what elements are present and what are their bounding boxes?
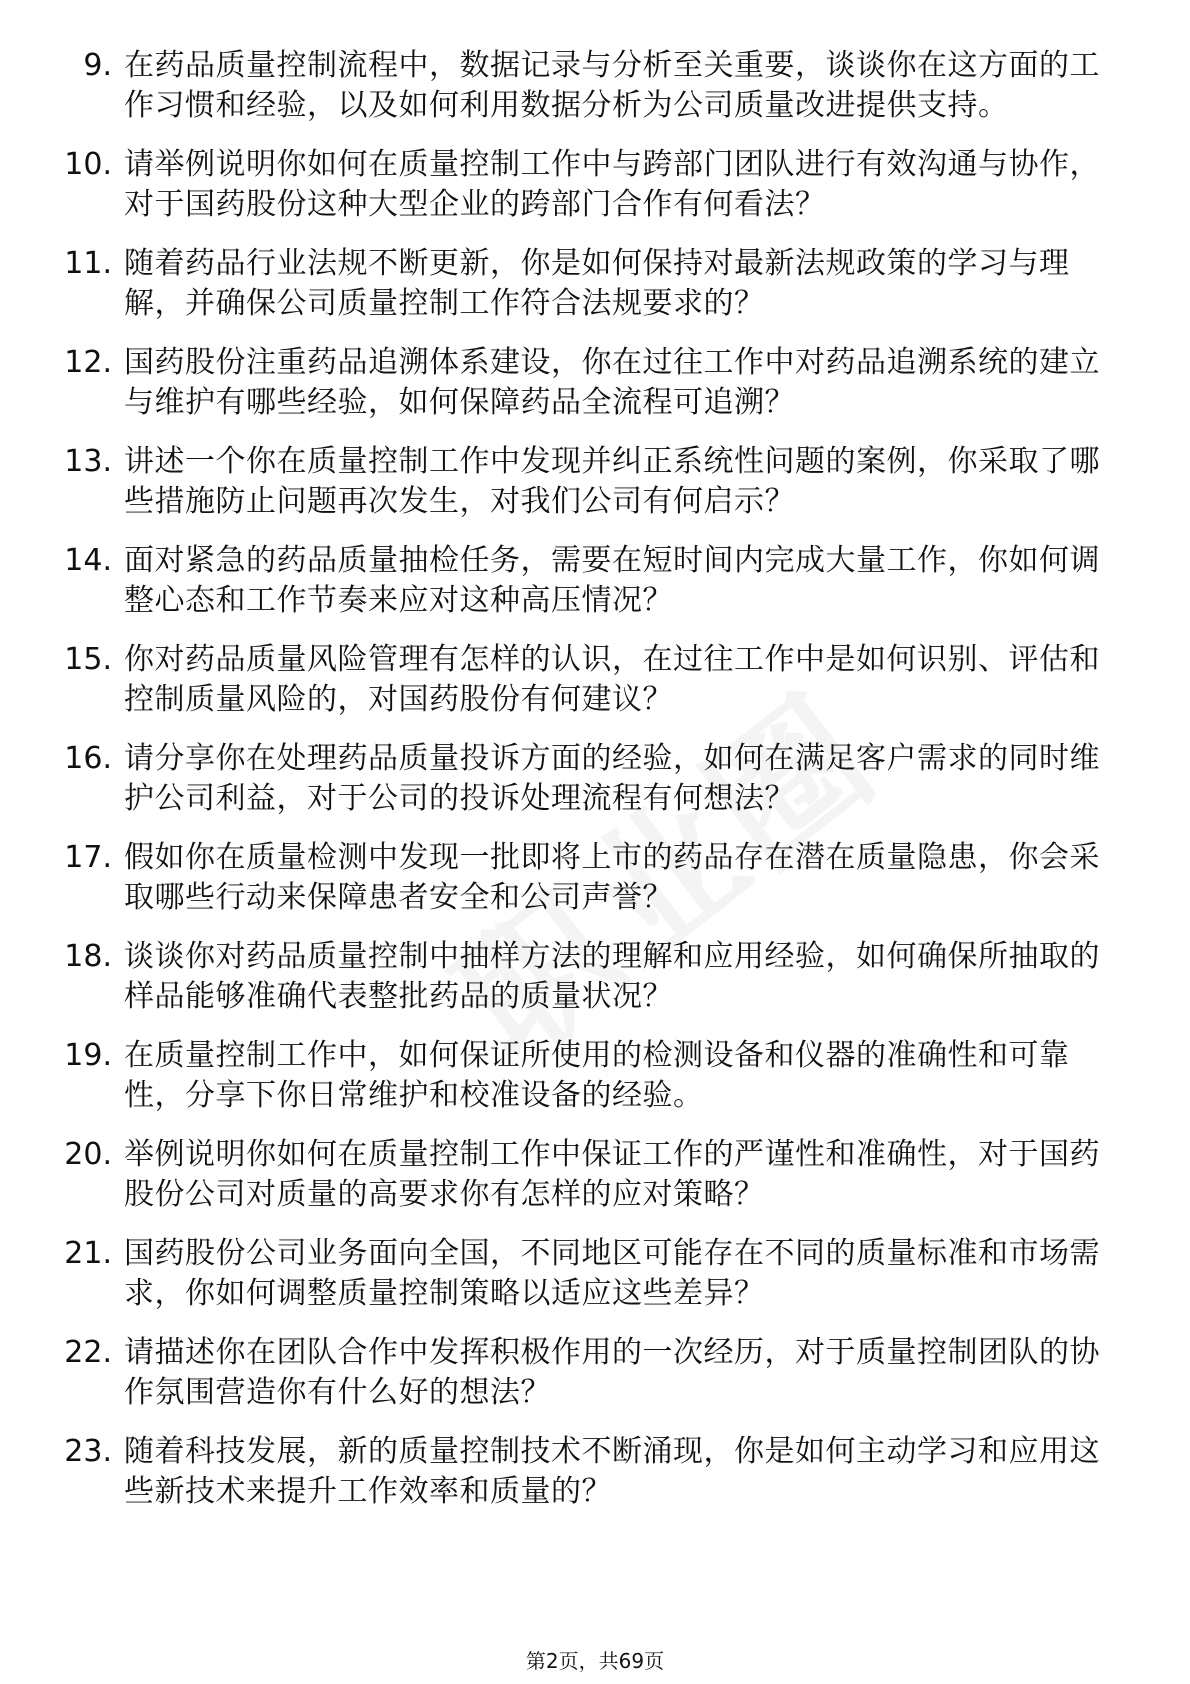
question-number: 13. bbox=[64, 444, 112, 479]
question-text: 举例说明你如何在质量控制工作中保证工作的严谨性和准确性，对于国药股份公司对质量的高要求你有怎样的应对策略？ bbox=[124, 1137, 1100, 1212]
question-number: 19. bbox=[64, 1038, 112, 1073]
question-text: 假如你在质量检测中发现一批即将上市的药品存在潜在质量隐患，你会采取哪些行动来保障患者安全和公司声誉？ bbox=[124, 840, 1100, 915]
question-list bbox=[62, 46, 1117, 1531]
question-text: 讲述一个你在质量控制工作中发现并纠正系统性问题的案例，你采取了哪些措施防止问题再次发生，对我们公司有何启示？ bbox=[124, 444, 1100, 519]
question-number: 20. bbox=[64, 1137, 112, 1172]
question-text: 随着科技发展，新的质量控制技术不断涌现，你是如何主动学习和应用这些新技术来提升工作效率和质量的？ bbox=[124, 1434, 1100, 1509]
question-number: 15. bbox=[64, 642, 112, 677]
question-text: 在质量控制工作中，如何保证所使用的检测设备和仪器的准确性和可靠性，分享下你日常维护和校准设备的经验。 bbox=[124, 1038, 1070, 1113]
question-number: 14. bbox=[64, 543, 112, 578]
question-item bbox=[62, 937, 1117, 1017]
question-number: 18. bbox=[64, 939, 112, 974]
question-item bbox=[62, 343, 1117, 423]
question-number: 22. bbox=[64, 1335, 112, 1370]
question-text: 你对药品质量风险管理有怎样的认识，在过往工作中是如何识别、评估和控制质量风险的，对国药股份有何建议？ bbox=[124, 642, 1100, 717]
page-footer: 第2页，共69页 bbox=[525, 1649, 665, 1673]
question-number: 11. bbox=[64, 246, 112, 281]
question-item bbox=[62, 442, 1117, 522]
question-number: 9. bbox=[83, 48, 112, 83]
question-item bbox=[62, 1234, 1117, 1314]
question-item bbox=[62, 1135, 1117, 1215]
question-text: 国药股份公司业务面向全国，不同地区可能存在不同的质量标准和市场需求，你如何调整质量控制策略以适应这些差异？ bbox=[124, 1236, 1100, 1311]
question-number: 16. bbox=[64, 741, 112, 776]
question-number: 12. bbox=[64, 345, 112, 380]
question-item bbox=[62, 640, 1117, 720]
question-text: 面对紧急的药品质量抽检任务，需要在短时间内完成大量工作，你如何调整心态和工作节奏来应对这种高压情况？ bbox=[124, 543, 1100, 618]
question-item bbox=[62, 244, 1117, 324]
question-item bbox=[62, 541, 1117, 621]
question-number: 23. bbox=[64, 1434, 112, 1469]
question-item bbox=[62, 838, 1117, 918]
question-item bbox=[62, 46, 1117, 126]
question-text: 在药品质量控制流程中，数据记录与分析至关重要，谈谈你在这方面的工作习惯和经验，以及如何利用数据分析为公司质量改进提供支持。 bbox=[124, 48, 1100, 123]
question-text: 国药股份注重药品追溯体系建设，你在过往工作中对药品追溯系统的建立与维护有哪些经验，如何保障药品全流程可追溯？ bbox=[124, 345, 1100, 420]
question-text: 谈谈你对药品质量控制中抽样方法的理解和应用经验，如何确保所抽取的样品能够准确代表整批药品的质量状况？ bbox=[124, 939, 1100, 1014]
question-text: 请分享你在处理药品质量投诉方面的经验，如何在满足客户需求的同时维护公司利益，对于公司的投诉处理流程有何想法？ bbox=[124, 741, 1100, 816]
question-number: 17. bbox=[64, 840, 112, 875]
question-text: 随着药品行业法规不断更新，你是如何保持对最新法规政策的学习与理解，并确保公司质量控制工作符合法规要求的？ bbox=[124, 246, 1070, 321]
question-item bbox=[62, 145, 1117, 225]
question-number: 10. bbox=[64, 147, 112, 182]
question-item bbox=[62, 1036, 1117, 1116]
question-number: 21. bbox=[64, 1236, 112, 1271]
question-text: 请描述你在团队合作中发挥积极作用的一次经历，对于质量控制团队的协作氛围营造你有什么好的想法？ bbox=[124, 1335, 1100, 1410]
question-item bbox=[62, 739, 1117, 819]
question-item bbox=[62, 1432, 1117, 1512]
question-text: 请举例说明你如何在质量控制工作中与跨部门团队进行有效沟通与协作，对于国药股份这种大型企业的跨部门合作有何看法？ bbox=[124, 147, 1100, 222]
question-item bbox=[62, 1333, 1117, 1413]
